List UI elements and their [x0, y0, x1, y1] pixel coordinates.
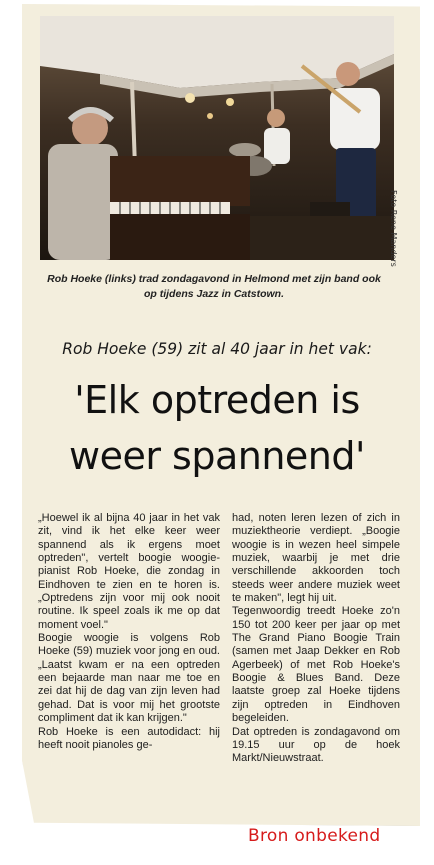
paragraph: „Hoewel ik al bijna 40 jaar in het vak zit, vind ik het elke keer weer spannend als ik ergens moet optreden", vertelt boogie woogie-pianist Rob Hoeke, die zondag in Eindhoven te zien en te horen is. „Optredens zijn voor mij ook nooit routine. Ik speel zoals ik me op dat moment voel.": [38, 512, 220, 631]
source-note: Bron onbekend: [248, 826, 381, 846]
paragraph: had, noten leren lezen of zich in muziektheorie verdiept. „Boogie woogie is in wezen heel simpele muziek, waarbij je met drie verschillende akkoorden toch steeds weer andere muziek weet te maken", legt hij uit.: [232, 512, 400, 605]
band-photo: [40, 16, 394, 260]
headline: 'Elk optreden is weer spannend': [69, 378, 365, 478]
paragraph: Dat optreden is zondagavond om 19.15 uur op de hoek Markt/Nieuwstraat.: [232, 725, 400, 765]
paragraph: Tegenwoordig treedt Hoeke zo'n 150 tot 200 keer per jaar op met The Grand Piano Boogie Train (samen met Jaap Dekker en Rob Agerbeek) of met Rob Hoeke's Boogie & Blues Band. Deze laatste groep zal Hoeke tijdens zijn optreden in Eindhoven begeleiden.: [232, 605, 400, 725]
article-column-left: [38, 512, 220, 752]
paragraph: Boogie woogie is volgens Rob Hoeke (59) muziek voor jong en oud. „Laatst kwam er na een optreden een bejaarde man naar me toe en zei dat hij de dag van zijn leven had gehad. Dat is voor mij het grootste compliment dat ik kan krijgen.": [38, 632, 220, 725]
photo-credit: Foto Rene Manders: [389, 190, 398, 267]
kicker: Rob Hoeke (59) zit al 40 jaar in het vak:: [62, 339, 372, 359]
paragraph: Rob Hoeke is een autodidact: hij heeft nooit pianoles ge-: [38, 725, 220, 751]
article-column-right: [232, 512, 400, 766]
photo-caption: Rob Hoeke (links) trad zondagavond in Helmond met zijn band ook op tijdens Jazz in Catstown.: [47, 273, 381, 300]
